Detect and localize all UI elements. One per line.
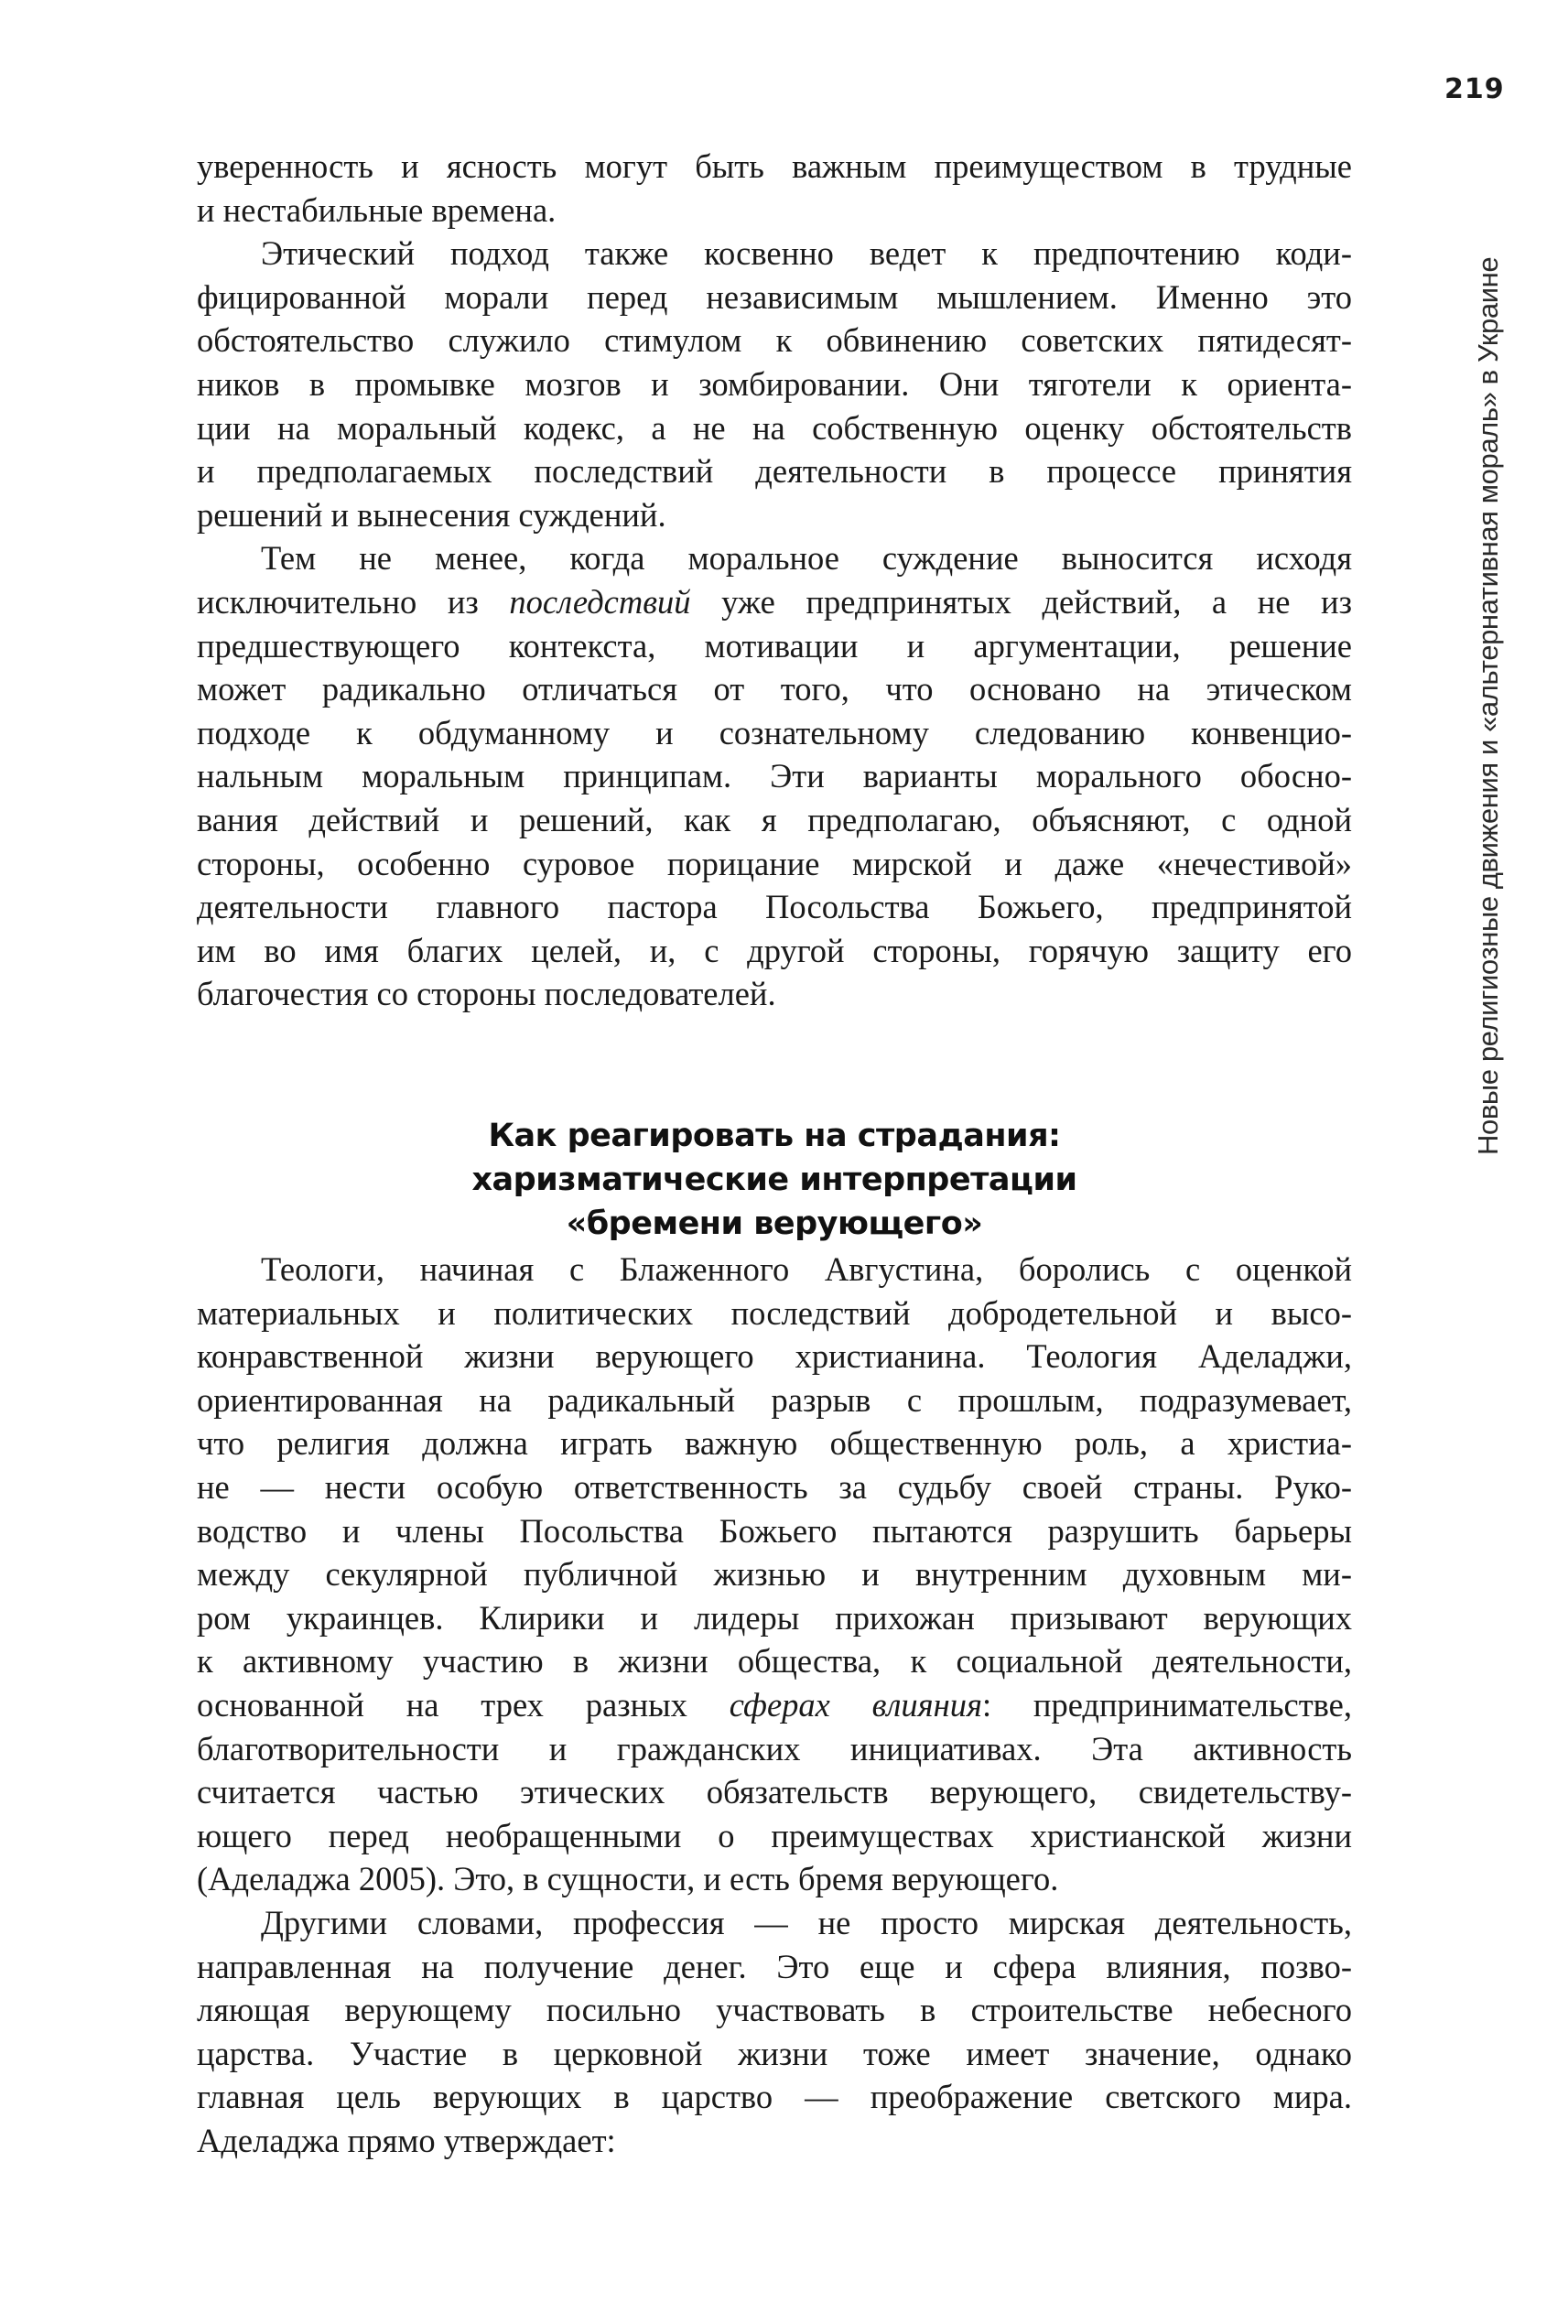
text-line: ющего перед необращенными о преимуществах христианской жизни [197,1816,1352,1854]
text-run: исключительно из [197,582,510,621]
text-line: царства. Участие в церковной жизни тоже имеет значение, однако [197,2034,1352,2072]
text-line [197,580,1352,624]
paragraph-3 [197,536,1352,1016]
text-line: ляющая верующему посильно участвовать в строительстве небесного [197,1991,1352,2029]
text-run: : предпринимательстве, [981,1685,1352,1724]
text-line: Тем не менее, когда моральное суждение выносится исходя [261,539,1352,578]
text-line: ции на моральный кодекс, а не на собственную оценку обстоятельств [197,408,1352,447]
text-line: считается частью этических обязательств верующего, свидетельству- [197,1773,1352,1811]
text-line: Теологи, начиная с Блаженного Августина, боролись с оценкой [261,1250,1352,1288]
text-line: фицированной морали перед независимым мышлением. Именно это [197,277,1352,316]
heading-line: «бремени верующего» [566,1205,983,1243]
text-run: уже предпринятых действий, а не из [690,582,1352,621]
paragraph-1 [197,145,1352,232]
text-line: обстоятельство служило стимулом к обвинению советских пятидесят- [197,321,1352,360]
text-line: Этический подход также косвенно ведет к предпочтению коди- [261,234,1352,273]
text-line: вания действий и решений, как я предполагаю, объясняют, с одной [197,800,1352,838]
text-line: не — нести особую ответственность за судьбу своей страны. Руко- [197,1467,1352,1506]
text-line: благочестия со стороны последователей. [197,975,776,1013]
text-line: Аделаджа прямо утверждает: [197,2121,616,2159]
body-text-section-1 [197,145,1352,1016]
page-number: 219 [1444,73,1505,105]
text-line: уверенность и ясность могут быть важным преимуществом в трудные [197,147,1352,185]
text-line: главная цель верующих в царство — преображение светского мира. [197,2078,1352,2116]
text-line: между секулярной публичной жизнью и внутренним духовным ми- [197,1555,1352,1594]
text-line: водство и члены Посольства Божьего пытаются разрушить барьеры [197,1511,1352,1550]
text-line: может радикально отличаться от того, что основано на этическом [197,670,1352,708]
text-line: им во имя благих целей, и, с другой стороны, горячую защиту его [197,931,1352,969]
text-line: предшествующего контекста, мотивации и аргументации, решение [197,626,1352,665]
text-line: и нестабильные времена. [197,190,557,229]
text-line: к активному участию в жизни общества, к социальной деятельности, [197,1642,1352,1681]
paragraph-2 [197,232,1352,536]
paragraph-4 [197,1248,1352,1901]
body-text-section-2 [197,1248,1352,2162]
text-line [197,1683,1352,1727]
text-run: основанной на трех разных [197,1685,730,1724]
text-line: деятельности главного пастора Посольства Божьего, предпринятой [197,888,1352,926]
paragraph-5 [197,1901,1352,2163]
text-line: что религия должна играть важную общественную роль, а христиа- [197,1424,1352,1463]
italic-term: сферах влияния [729,1685,982,1724]
text-line: направленная на получение денег. Это еще и сфера влияния, позво- [197,1947,1352,1985]
text-line: и предполагаемых последствий деятельности в процессе принятия [197,452,1352,491]
italic-term: последствий [509,582,691,621]
text-line: Другими словами, профессия — не просто мирская деятельность, [261,1903,1352,1941]
text-line: конравственной жизни верующего христианина. Теология Аделаджи, [197,1337,1352,1376]
text-line: (Аделаджа 2005). Это, в сущности, и есть бремя верующего. [197,1860,1059,1898]
text-line: подходе к обдуманному и сознательному следованию конвенцио- [197,713,1352,751]
text-line: благотворительности и гражданских инициативах. Эта активность [197,1729,1352,1767]
text-line: ориентированная на радикальный разрыв с прошлым, подразумевает, [197,1380,1352,1419]
text-line: ром украинцев. Клирики и лидеры прихожан призывают верующих [197,1598,1352,1637]
text-line: решений и вынесения суждений. [197,495,666,534]
text-line: ников в промывке мозгов и зомбировании. Они тяготели к ориента- [197,364,1352,403]
text-line: стороны, особенно суровое порицание мирской и даже «нечестивой» [197,844,1352,882]
text-line: материальных и политических последствий добродетельной и высо- [197,1293,1352,1332]
heading-line: харизматические интерпретации [471,1162,1077,1199]
section-heading [197,1114,1352,1246]
running-header: Новые религиозные движения и «альтернативная мораль» в Украине [1472,256,1504,1155]
text-line: нальным моральным принципам. Эти варианты морального обосно- [197,757,1352,795]
heading-line: Как реагировать на страдания: [488,1118,1061,1155]
